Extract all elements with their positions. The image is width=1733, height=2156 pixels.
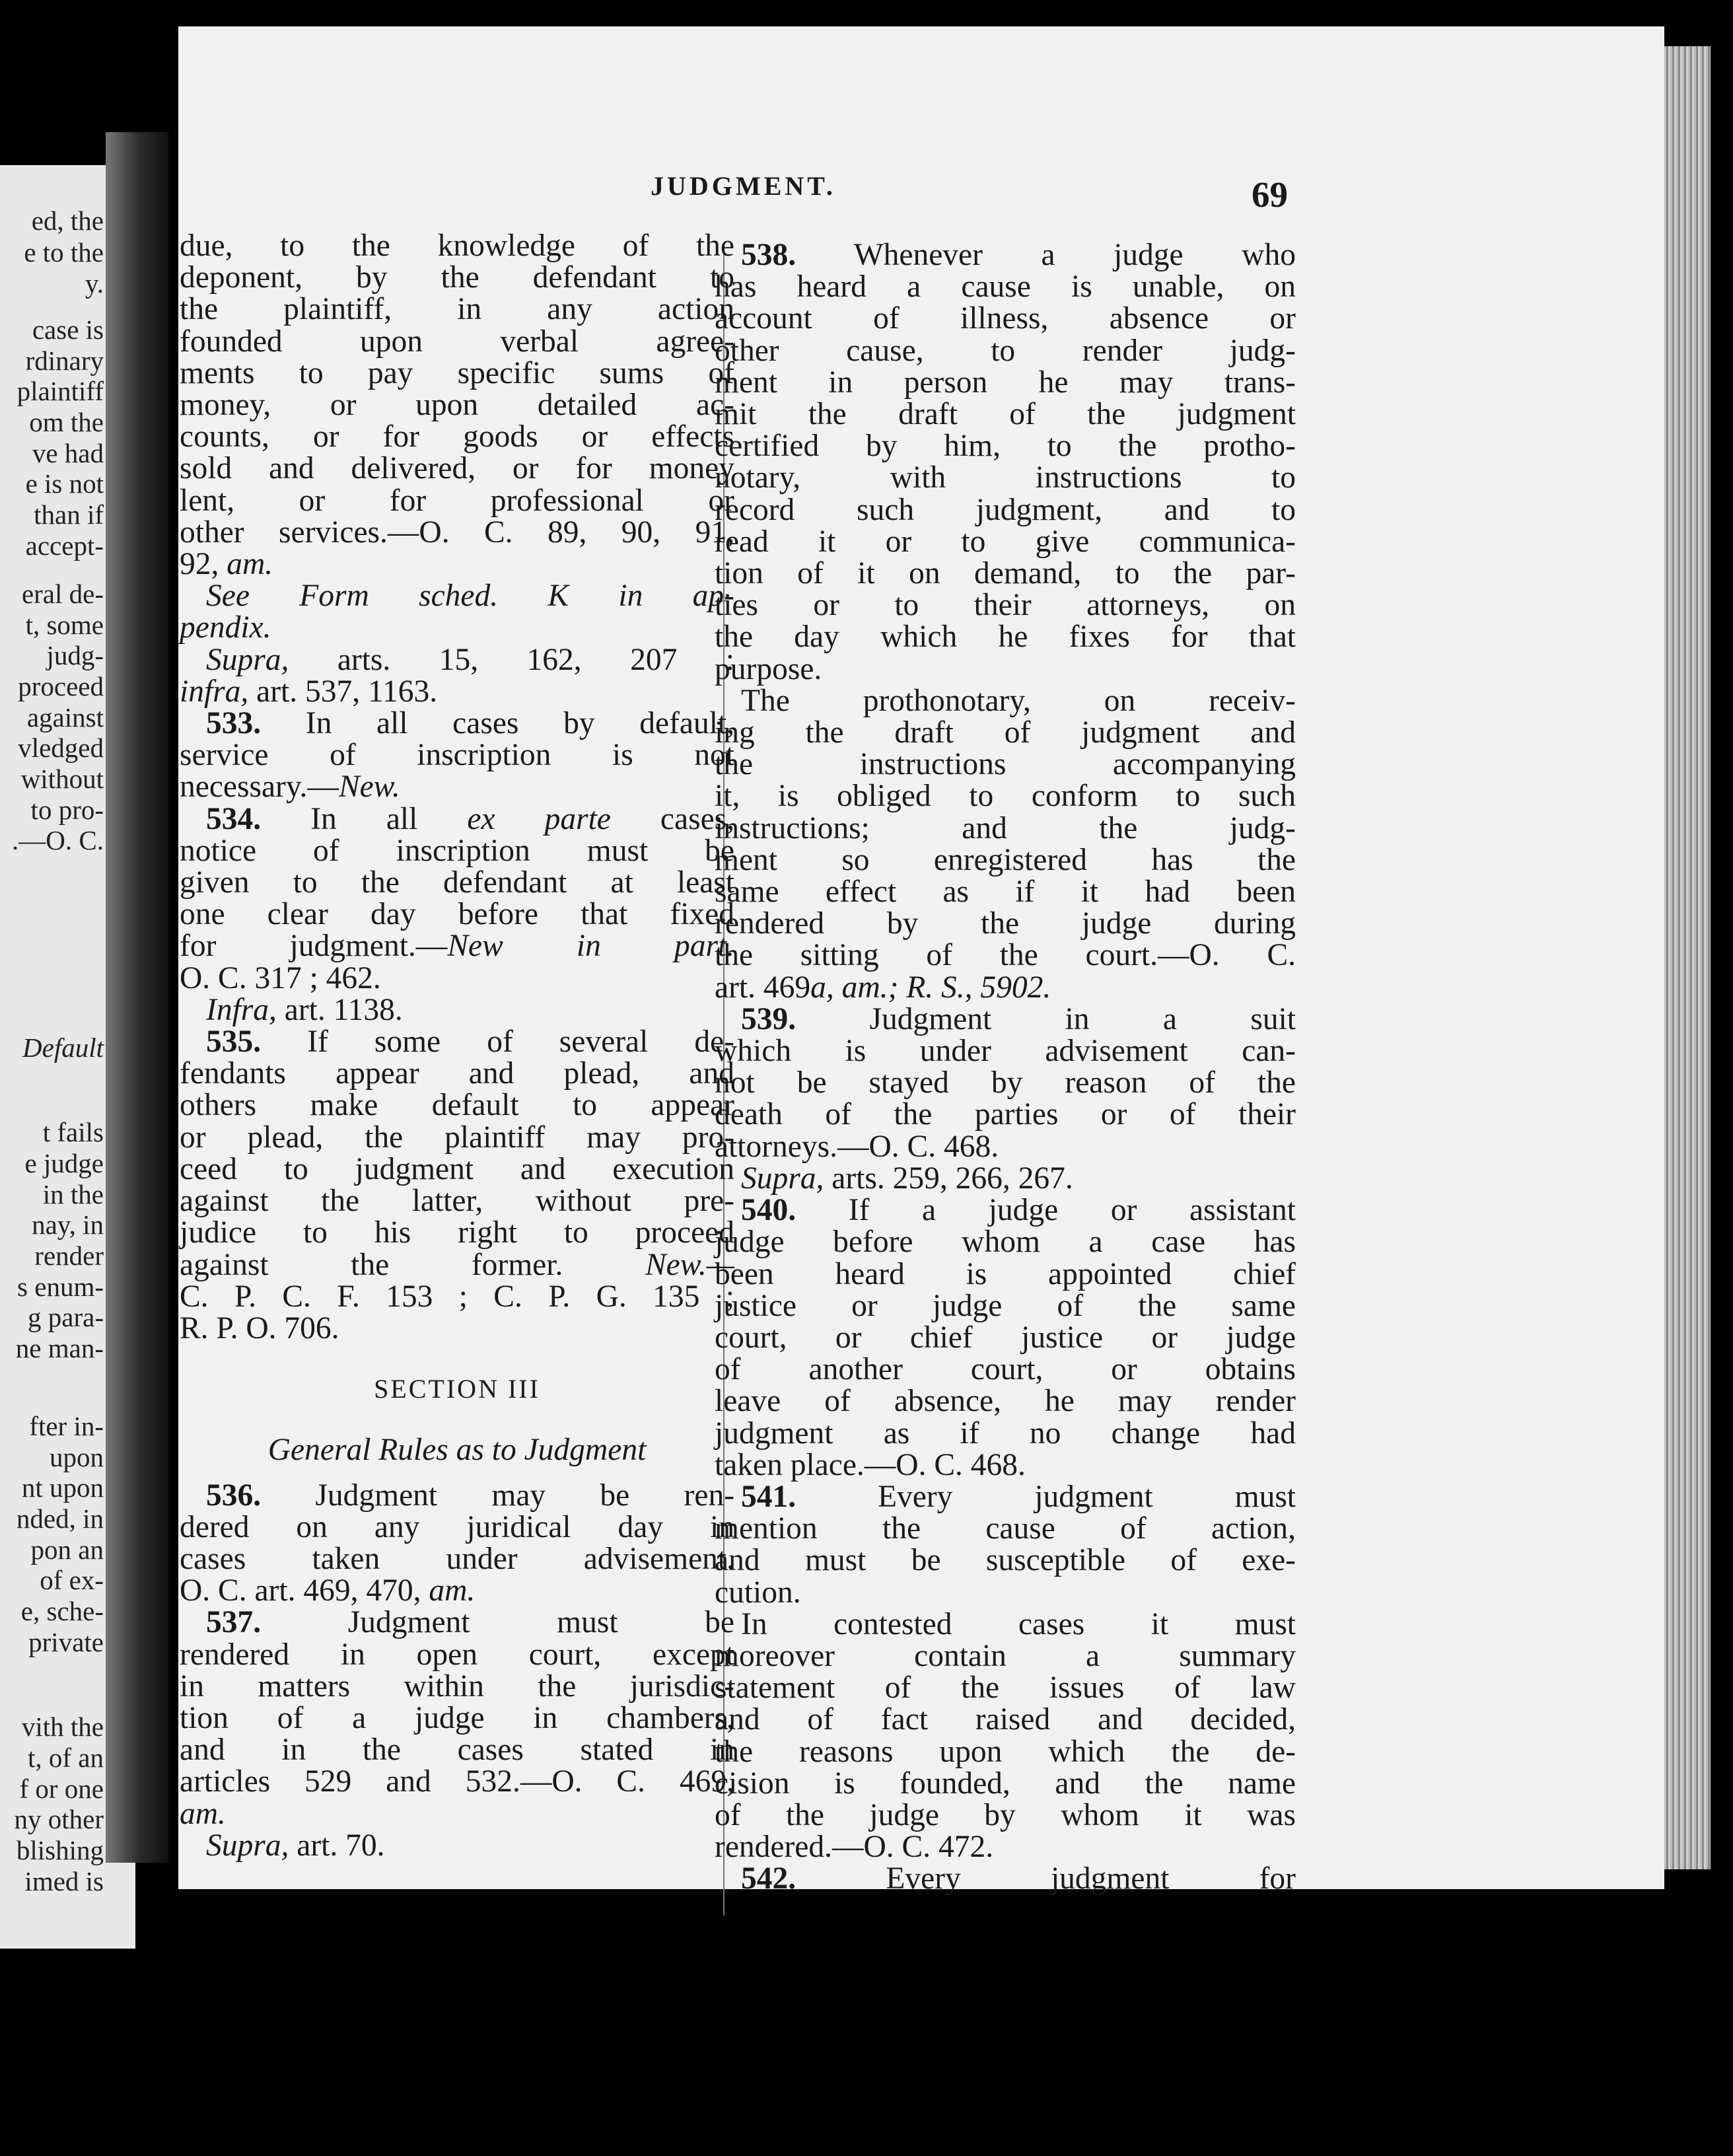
text-line: given to the defendant at least bbox=[180, 865, 734, 900]
text-line: lent, or for professional or bbox=[180, 483, 734, 518]
text-line: moreover contain a summary bbox=[715, 1638, 1296, 1673]
page-edges bbox=[1664, 46, 1711, 1869]
text-fragment: cases, bbox=[660, 801, 735, 836]
text-line: which is under advisement can- bbox=[715, 1034, 1296, 1069]
text-line: rendered by the judge during bbox=[715, 906, 1296, 941]
cross-reference bbox=[715, 1163, 1296, 1194]
facing-page-line: ny other bbox=[14, 1804, 104, 1834]
text-fragment: against the former. bbox=[180, 1247, 645, 1282]
text-line: tion of it on demand, to the par- bbox=[715, 556, 1296, 591]
text-line: of the judge by whom it was bbox=[715, 1797, 1296, 1832]
amendment-ref: a, am.; R. S., 5902. bbox=[810, 970, 1051, 1005]
text-line bbox=[180, 771, 734, 803]
facing-page-line: upon bbox=[50, 1442, 104, 1472]
text-line bbox=[180, 548, 734, 580]
book-gutter bbox=[106, 132, 168, 1863]
text-line: cases taken under advisement. bbox=[180, 1541, 734, 1576]
text-line: the sitting of the court.—O. C. bbox=[715, 938, 1296, 973]
text-fragment: Every judgment for bbox=[886, 1861, 1296, 1896]
text-line: ment so enregistered has the bbox=[715, 842, 1296, 877]
supra-label: Supra, bbox=[206, 642, 289, 677]
facing-page-line: fter in- bbox=[29, 1411, 104, 1441]
text-line: and must be susceptible of exe- bbox=[715, 1543, 1296, 1578]
article-number: 533. bbox=[206, 706, 262, 741]
article-537 bbox=[180, 1606, 734, 1638]
facing-page-line: Default bbox=[22, 1032, 104, 1063]
text-fragment: Every judgment must bbox=[878, 1479, 1296, 1514]
text-line: judice to his right to proceed bbox=[180, 1215, 734, 1250]
text-line: death of the parties or of their bbox=[715, 1097, 1296, 1132]
text-line: rendered in open court, except bbox=[180, 1637, 734, 1672]
text-line: C. P. C. F. 153 ; C. P. G. 135 ; bbox=[180, 1279, 734, 1314]
text-line: the plaintiff, in any action bbox=[180, 292, 734, 327]
text-line: and of fact raised and decided, bbox=[715, 1702, 1296, 1737]
right-column bbox=[715, 239, 1296, 1895]
facing-page-line: s enum- bbox=[17, 1272, 104, 1302]
cross-reference bbox=[180, 994, 734, 1026]
article-538 bbox=[715, 239, 1296, 271]
facing-page-line: g para- bbox=[28, 1302, 104, 1332]
supra-label: Supra, bbox=[741, 1161, 824, 1196]
text-line: others make default to appear bbox=[180, 1088, 734, 1123]
text-line bbox=[180, 1575, 734, 1606]
article-540 bbox=[715, 1194, 1296, 1226]
text-line: mention the cause of action, bbox=[715, 1511, 1296, 1546]
facing-page-line: ed, the bbox=[31, 205, 104, 236]
article-number: 541. bbox=[741, 1479, 796, 1514]
text-line: The prothonotary, on receiv- bbox=[741, 683, 1296, 718]
text-line: ing the draft of judgment and bbox=[715, 715, 1296, 750]
facing-page-line: ne man- bbox=[15, 1333, 104, 1363]
text-line: the day which he fixes for that bbox=[715, 620, 1296, 655]
section-heading: SECTION III bbox=[374, 1374, 540, 1404]
facing-page-line: against bbox=[26, 702, 104, 733]
article-number: 536. bbox=[206, 1478, 262, 1513]
text-line: or plead, the plaintiff may pro- bbox=[180, 1120, 734, 1155]
facing-page-line: blishing bbox=[16, 1835, 104, 1865]
facing-page-line: proceed bbox=[18, 671, 104, 701]
new-tag: New. bbox=[338, 770, 400, 805]
facing-page-line: eral de- bbox=[21, 579, 104, 609]
text-line: leave of absence, he may render bbox=[715, 1384, 1296, 1419]
text-line: due, to the knowledge of the bbox=[180, 229, 734, 263]
text-fragment: art. 469 bbox=[715, 970, 811, 1005]
facing-page-line: y. bbox=[85, 268, 104, 299]
text-line: has heard a cause is unable, on bbox=[715, 270, 1296, 305]
text-fragment: Judgment must be bbox=[347, 1605, 734, 1640]
text-line: fendants appear and plead, and bbox=[180, 1056, 734, 1091]
text-line bbox=[715, 972, 1296, 1003]
facing-page-line: judg- bbox=[46, 640, 104, 670]
facing-page-line: vith the bbox=[21, 1711, 104, 1742]
facing-page-line: render bbox=[34, 1240, 104, 1271]
facing-page-line: e is not bbox=[25, 468, 104, 499]
italic-am: am. bbox=[429, 1573, 476, 1608]
text-line: dered on any juridical day in bbox=[180, 1509, 734, 1544]
facing-page-line: in the bbox=[42, 1179, 104, 1209]
article-533 bbox=[180, 707, 734, 739]
cross-reference bbox=[180, 644, 734, 676]
text-line: attorneys.—O. C. 468. bbox=[715, 1129, 999, 1164]
text-line: account of illness, absence or bbox=[715, 301, 1296, 336]
facing-page-line: pon an bbox=[30, 1534, 104, 1565]
new-in-part-tag: New in part. bbox=[447, 929, 735, 964]
text-line: of another court, or obtains bbox=[715, 1352, 1296, 1387]
text-fragment: Judgment may be ren- bbox=[315, 1478, 735, 1513]
text-fragment: 92, bbox=[180, 547, 219, 582]
text-fragment: If some of several de- bbox=[307, 1024, 735, 1060]
article-number: 535. bbox=[206, 1024, 262, 1060]
text-line: ceed to judgment and execution bbox=[180, 1151, 734, 1186]
facing-page-line: e to the bbox=[24, 237, 104, 268]
text-line: cution. bbox=[715, 1575, 801, 1610]
text-line: taken place.—O. C. 468. bbox=[715, 1447, 1026, 1482]
text-fragment: In all bbox=[310, 801, 418, 836]
text-line: notice of inscription must be bbox=[180, 833, 734, 868]
text-line: R. P. O. 706. bbox=[180, 1311, 339, 1346]
infra-refs: art. 537, 1163. bbox=[248, 674, 438, 709]
text-line: been heard is appointed chief bbox=[715, 1256, 1296, 1291]
facing-page-line: nt upon bbox=[21, 1472, 104, 1503]
facing-page-line: vledged bbox=[18, 733, 104, 763]
text-line: it, is obliged to conform to such bbox=[715, 779, 1296, 814]
article-541 bbox=[715, 1481, 1296, 1513]
text-line: ment in person he may trans- bbox=[715, 365, 1296, 400]
facing-page-line: e, sche- bbox=[20, 1596, 104, 1626]
section-title: General Rules as to Judgment bbox=[267, 1433, 647, 1468]
facing-page-line: to pro- bbox=[30, 795, 104, 825]
text-line: one clear day before that fixed bbox=[180, 897, 734, 932]
text-line: sold and delivered, or for money bbox=[180, 451, 734, 486]
facing-page-line: accept- bbox=[25, 530, 104, 561]
facing-page-line: of ex- bbox=[40, 1565, 104, 1595]
text-line: money, or upon detailed ac- bbox=[180, 388, 734, 423]
facing-page-line: imed is bbox=[24, 1866, 104, 1896]
text-line: judgment as if no change had bbox=[715, 1416, 1296, 1451]
supra-refs: arts. 259, 266, 267. bbox=[824, 1161, 1073, 1196]
ex-parte: ex parte bbox=[467, 801, 611, 836]
text-line: O. C. 317 ; 462. bbox=[180, 960, 381, 995]
facing-page-line: f or one bbox=[19, 1774, 104, 1804]
text-line: same effect as if it had been bbox=[715, 875, 1296, 910]
text-line: notary, with instructions to bbox=[715, 460, 1296, 495]
article-536 bbox=[180, 1480, 734, 1511]
text-line: other cause, to render judg- bbox=[715, 333, 1296, 368]
facing-page-line: plaintiff bbox=[17, 376, 104, 406]
cross-reference bbox=[180, 676, 734, 707]
facing-page-line: om the bbox=[29, 407, 104, 437]
text-line: tion of a judge in chambers, bbox=[180, 1700, 734, 1735]
text-line: court, or chief justice or judge bbox=[715, 1320, 1296, 1355]
infra-refs: art. 1138. bbox=[276, 992, 403, 1027]
facing-page-line: than if bbox=[34, 499, 104, 530]
facing-page-line: nded, in bbox=[16, 1503, 104, 1534]
facing-page-line: ve had bbox=[32, 438, 104, 468]
article-539 bbox=[715, 1003, 1296, 1035]
text-line: service of inscription is not bbox=[180, 738, 734, 773]
text-fragment: for judgment.— bbox=[180, 929, 448, 964]
cross-reference bbox=[180, 1830, 734, 1861]
text-line: judge before whom a case has bbox=[715, 1225, 1296, 1260]
facing-page-line: rdinary bbox=[25, 345, 104, 376]
text-line: and in the cases stated in bbox=[180, 1733, 734, 1768]
supra-refs: arts. 15, 162, 207 : bbox=[289, 642, 734, 677]
facing-page-line: nay, in bbox=[32, 1209, 104, 1240]
text-line: ties or to their attorneys, on bbox=[715, 588, 1296, 623]
facing-page-line: t, of an bbox=[28, 1743, 104, 1773]
article-number: 542. bbox=[741, 1861, 796, 1896]
facing-page-line: e judge bbox=[24, 1148, 104, 1178]
facing-page-line: case is bbox=[32, 314, 104, 345]
page-number: 69 bbox=[1252, 174, 1288, 215]
facing-page-line: .—O. C. bbox=[12, 825, 104, 855]
text-line: deponent, by the defendant to bbox=[180, 260, 734, 295]
text-line: mit the draft of the judgment bbox=[715, 397, 1296, 432]
text-line: In contested cases it must bbox=[741, 1606, 1296, 1641]
running-head: JUDGMENT. bbox=[651, 171, 836, 201]
text-fragment: O. C. art. 469, 470, bbox=[180, 1573, 429, 1608]
text-line: record such judgment, and to bbox=[715, 492, 1296, 527]
text-fragment: In all cases by default, bbox=[305, 706, 734, 741]
text-fragment: Whenever a judge who bbox=[853, 238, 1296, 272]
infra-label: Infra, bbox=[206, 992, 277, 1027]
text-line: in matters within the jurisdic- bbox=[180, 1669, 734, 1704]
text-line: founded upon verbal agree- bbox=[180, 324, 734, 359]
article-number: 539. bbox=[741, 1001, 796, 1036]
new-tag: New.— bbox=[645, 1247, 734, 1282]
article-number: 534. bbox=[206, 801, 262, 836]
article-number: 540. bbox=[741, 1193, 796, 1228]
text-line: other services.—O. C. 89, 90, 91, bbox=[180, 515, 734, 550]
italic-am: am. bbox=[227, 547, 273, 582]
supra-label: Supra, bbox=[206, 1828, 289, 1863]
text-line: purpose. bbox=[715, 651, 822, 686]
cross-reference: pendix. bbox=[180, 610, 271, 645]
text-line: certified by him, to the protho- bbox=[715, 429, 1296, 464]
text-line: the instructions accompanying bbox=[715, 747, 1296, 782]
text-line: cision is founded, and the name bbox=[715, 1766, 1296, 1801]
text-line: justice or judge of the same bbox=[715, 1288, 1296, 1323]
text-fragment: Judgment in a suit bbox=[869, 1001, 1296, 1036]
supra-refs: art. 70. bbox=[289, 1828, 385, 1863]
facing-page-line: private bbox=[28, 1627, 104, 1657]
text-line: statement of the issues of law bbox=[715, 1671, 1296, 1706]
article-number: 538. bbox=[741, 238, 796, 272]
text-line: the reasons upon which the de- bbox=[715, 1734, 1296, 1769]
text-line: articles 529 and 532.—O. C. 469, bbox=[180, 1764, 734, 1799]
left-column bbox=[180, 230, 734, 1861]
text-line: instructions; and the judg- bbox=[715, 810, 1296, 845]
text-fragment: If a judge or assistant bbox=[848, 1193, 1296, 1228]
text-line: read it or to give communica- bbox=[715, 524, 1296, 559]
facing-page-line: t, some bbox=[25, 610, 104, 640]
infra-label: infra, bbox=[180, 674, 249, 709]
article-number: 537. bbox=[206, 1605, 262, 1640]
text-line: not be stayed by reason of the bbox=[715, 1065, 1296, 1100]
facing-page-line: t fails bbox=[42, 1117, 104, 1147]
facing-page-line: without bbox=[20, 764, 104, 794]
text-line: counts, or for goods or effects bbox=[180, 419, 734, 454]
article-535 bbox=[180, 1026, 734, 1058]
article-534 bbox=[180, 803, 734, 835]
text-line bbox=[180, 930, 734, 962]
cross-reference: See Form sched. K in ap- bbox=[206, 579, 734, 614]
italic-am: am. bbox=[180, 1796, 226, 1831]
text-line: rendered.—O. C. 472. bbox=[715, 1830, 994, 1865]
text-line: ments to pay specific sums of bbox=[180, 355, 734, 390]
text-line: against the latter, without pre- bbox=[180, 1184, 734, 1219]
article-542 bbox=[715, 1863, 1296, 1894]
text-fragment: necessary.— bbox=[180, 770, 339, 805]
text-line bbox=[180, 1249, 734, 1281]
